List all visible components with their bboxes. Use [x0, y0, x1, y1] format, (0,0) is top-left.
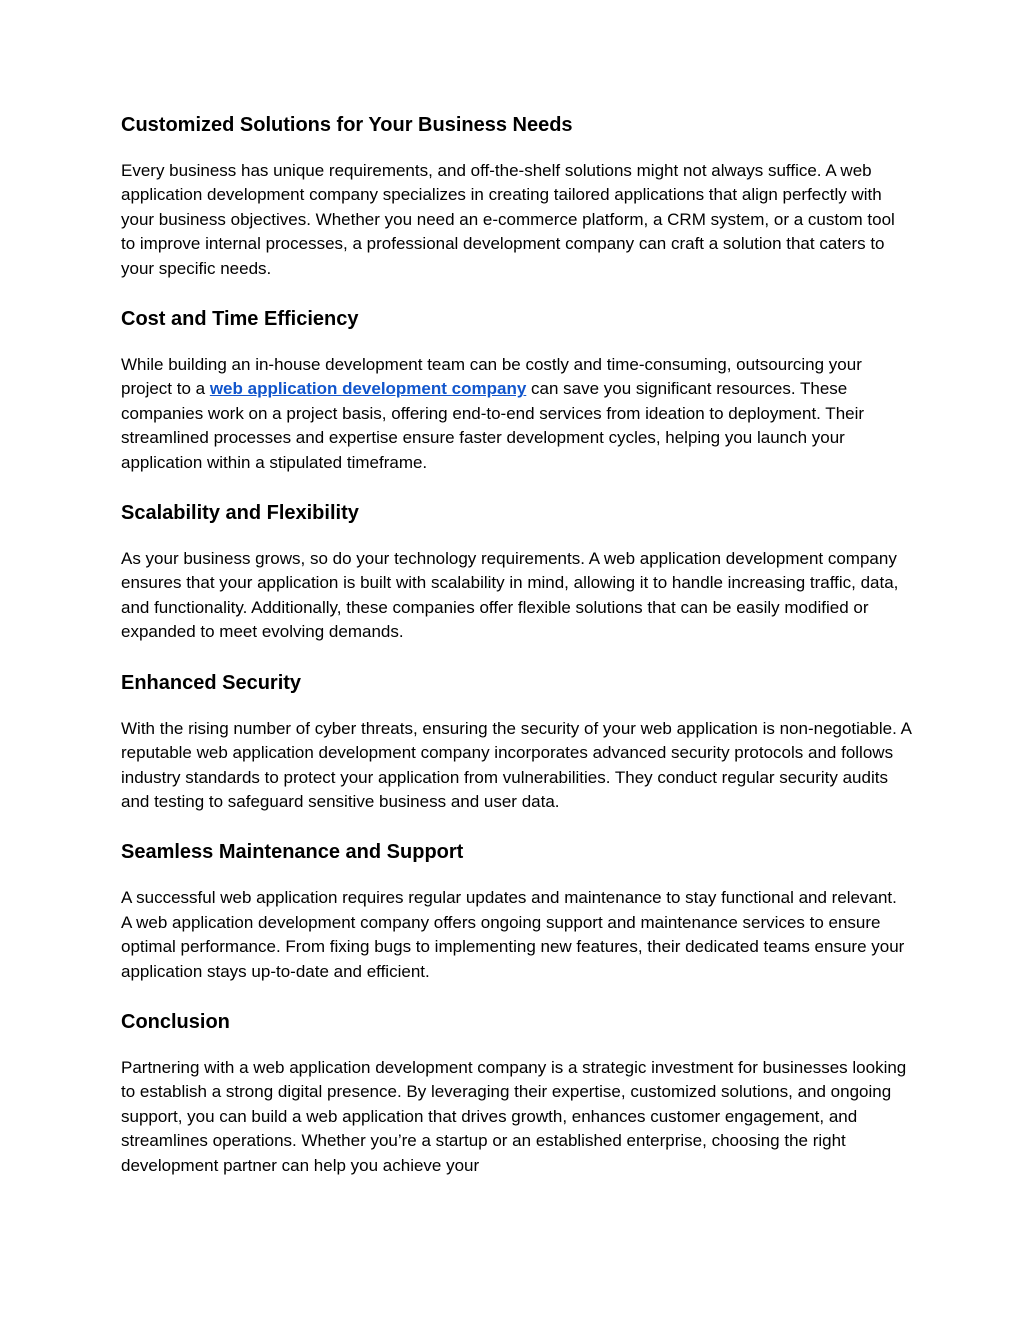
web-app-dev-company-link[interactable]: web application development company — [209, 379, 527, 399]
section-paragraph-cost-time-efficiency — [121, 353, 911, 475]
paragraph-text-before-link: While building an in-house development team can be costly and time-consuming, outsourcing your project to a — [121, 355, 862, 399]
section-paragraph-customized-solutions: Every business has unique requirements, and off-the-shelf solutions might not always suffice. A web application development company specializes in creating tailored applications that align perfectly with your business objectives. Whether you need an e-commerce platform, a CRM system, or a custom tool to improve internal processes, a professional development company can craft a solution that caters to your specific needs. — [121, 161, 895, 278]
section-heading-cost-time-efficiency: Cost and Time Efficiency — [121, 308, 359, 331]
section-paragraph-scalability-flexibility: As your business grows, so do your technology requirements. A web application development company ensures that your application is built with scalability in mind, allowing it to handle increasing traffic, data, and functionality. Additionally, these companies offer flexible solutions that can be easily modified or expanded to meet evolving demands. — [121, 549, 899, 642]
section-paragraph-maintenance-support: A successful web application requires regular updates and maintenance to stay functional and relevant. A web application development company offers ongoing support and maintenance services to ensure optimal performance. From fixing bugs to implementing new features, their dedicated teams ensure your application stays up-to-date and efficient. — [121, 888, 905, 981]
section-heading-enhanced-security: Enhanced Security — [121, 671, 302, 694]
paragraph-text-after-link: can save you significant resources. These companies work on a project basis, offering end-to-end services from ideation to deployment. Their streamlined processes and expertise ensure faster development cycles, helping you launch your application within a stipulated timeframe. — [121, 379, 865, 472]
document-page — [121, 113, 911, 1204]
section-heading-maintenance-support: Seamless Maintenance and Support — [121, 841, 464, 864]
section-paragraph-enhanced-security: With the rising number of cyber threats, ensuring the security of your web application is non-negotiable. A reputable web application development company incorporates advanced security protocols and follows industry standards to protect your application from vulnerabilities. They conduct regular security audits and testing to safeguard sensitive business and user data. — [121, 718, 911, 811]
section-heading-conclusion: Conclusion — [121, 1010, 230, 1033]
section-paragraph-conclusion: Partnering with a web application development company is a strategic investment for businesses looking to establish a strong digital presence. By leveraging their expertise, customized solutions, and ongoing support, you can build a web application that drives growth, enhances customer engagement, and streamlines operations. Whether you’re a startup or an established enterprise, choosing the right development partner can help you achieve your — [121, 1057, 907, 1175]
section-heading-customized-solutions: Customized Solutions for Your Business Needs — [121, 114, 573, 136]
section-heading-scalability-flexibility: Scalability and Flexibility — [121, 502, 359, 525]
